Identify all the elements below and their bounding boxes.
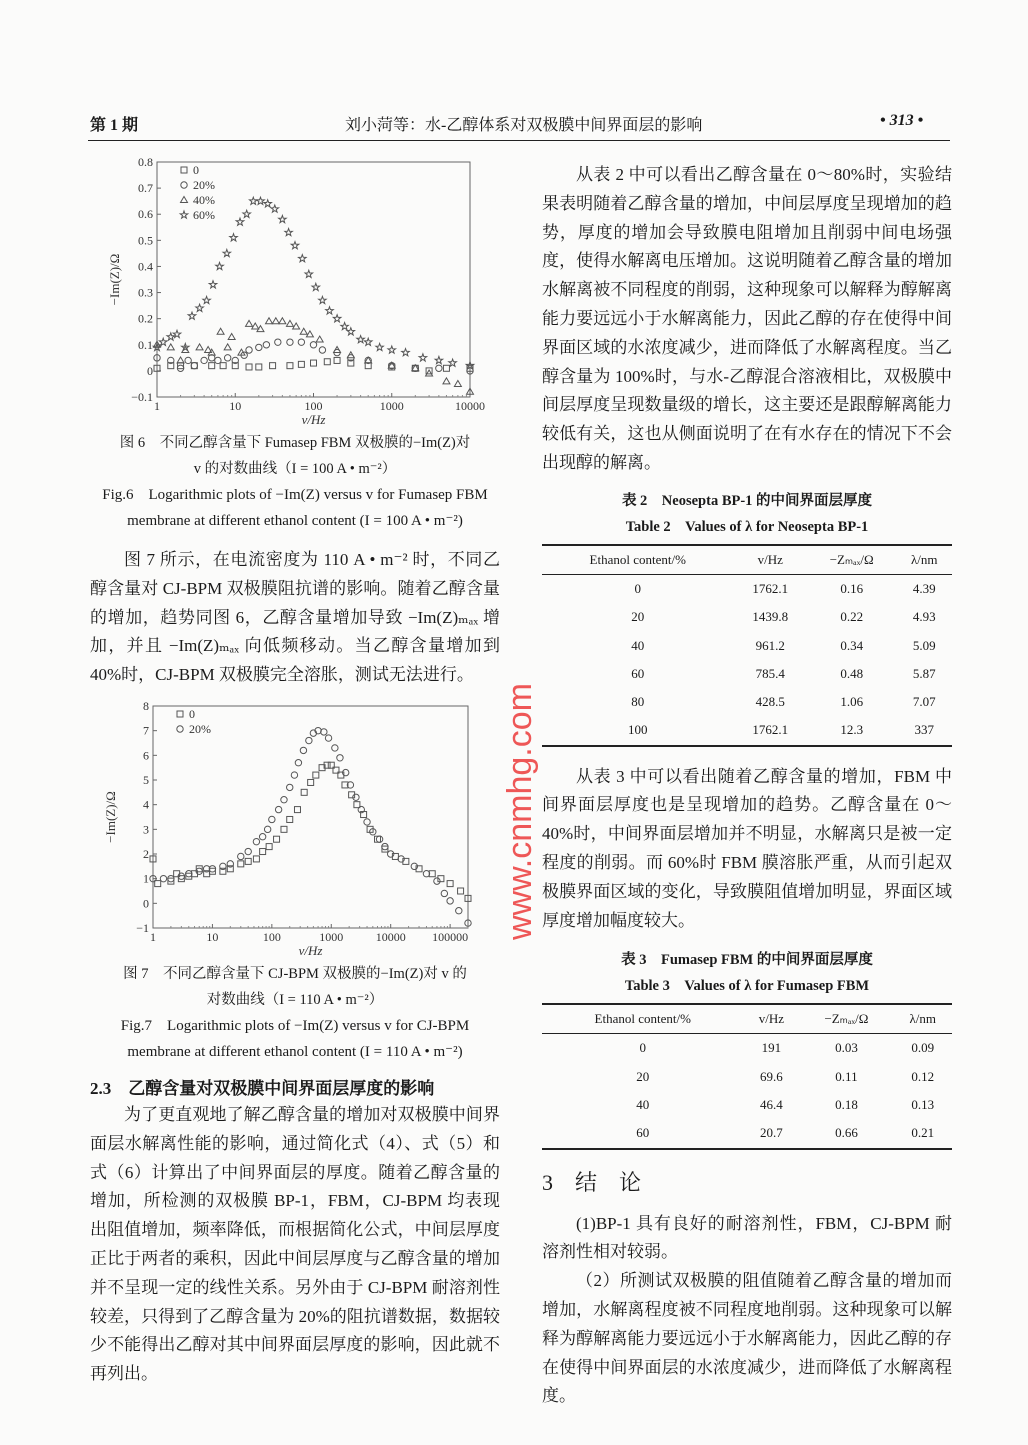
data-point-circle	[423, 871, 429, 877]
data-point-square	[281, 826, 287, 832]
table-cell: 428.5	[755, 694, 785, 710]
table-row	[542, 1091, 952, 1119]
data-point-square	[443, 365, 449, 371]
data-point-star	[167, 333, 175, 340]
table-row	[542, 688, 952, 716]
table-cell: 1439.8	[752, 609, 789, 625]
data-point-circle	[434, 878, 440, 884]
x-axis-label: v/Hz	[301, 412, 326, 427]
left-column	[90, 150, 500, 1389]
caption-en-line: Fig.7 Logarithmic plots of −Im(Z) versus v for CJ-BPM	[120, 1017, 470, 1034]
data-point-circle	[224, 355, 230, 361]
table-cell: 1.06	[840, 694, 864, 710]
data-point-circle	[238, 853, 244, 859]
data-point-square	[287, 816, 293, 822]
data-point-circle	[436, 365, 442, 371]
data-point-star	[435, 356, 443, 363]
y-tick-label: 0.5	[138, 233, 153, 248]
data-point-triangle	[272, 318, 279, 324]
data-point-star	[209, 281, 217, 288]
data-point-star	[376, 343, 384, 350]
data-point-circle	[264, 826, 270, 832]
data-point-square	[270, 363, 276, 369]
data-point-circle	[325, 735, 331, 741]
table-cell: 46.4	[760, 1097, 783, 1113]
data-point-square	[301, 789, 307, 795]
y-tick-label: 4	[143, 797, 149, 812]
data-point-circle	[291, 772, 297, 778]
table-cell: 20.7	[744, 1119, 800, 1148]
data-point-circle	[295, 760, 301, 766]
data-point-star	[188, 312, 196, 319]
legend-marker	[181, 197, 188, 203]
data-point-star	[419, 354, 427, 361]
table-3-title-cn: 表 3 Fumasep FBM 的中间界面层厚度	[621, 952, 873, 969]
caption-cn-line: v 的对数曲线（I = 100 A • m⁻²）	[193, 461, 397, 477]
legend-label: 0	[193, 163, 199, 177]
data-point-square	[274, 836, 280, 842]
figure-6-chart	[100, 150, 500, 430]
table-cell: 4.39	[912, 580, 936, 596]
x-tick-label: 100	[304, 399, 323, 413]
data-point-square	[458, 888, 464, 894]
data-point-square	[324, 359, 330, 365]
column-header: −Zₘₐₓ/Ω	[799, 1004, 893, 1034]
data-point-square	[266, 844, 272, 850]
x-tick-label: 10000	[375, 929, 406, 944]
y-tick-label: 0.3	[138, 285, 153, 300]
data-point-star	[243, 210, 251, 217]
paragraph-text: 为了更直观地了解乙醇含量的增加对双极膜中间界面层水解离性能的影响，通过简化式（4）、式（5）和式（6）计算出了中间界面层的厚度。随着乙醇含量的增加，所检测的双极膜 BP-1，FBM，CJ-BPM 均表现出阻值增加，频率降低，而根据简化公式，中间层厚度正比于两者的乘积，因此中间层厚度与乙醇含量的增加并不呈现一定的线性关系。另外由于 CJ-BPM 耐溶剂性较差，只得到了乙醇含量为 20%的阻抗谱数据，数据较少不能得出乙醇对其中间界面层厚度的影响，因此就不再列出。	[90, 1104, 500, 1384]
data-point-star	[285, 229, 293, 236]
data-point-star	[279, 215, 287, 222]
table-row	[542, 631, 952, 659]
data-point-square	[447, 881, 453, 887]
paragraph-text: 从表 2 中可以看出乙醇含量在 0～80%时，实验结果表明随着乙醇含量的增加，中间层厚度呈现增加的趋势，厚度的增加会导致膜电阻增加且削弱中间电场强度，使得水解离电压增加。这说明随着乙醇含量的增加水解离被不同程度的削弱，这种现象可以解释为醇解离能力要远远小于水解离能力，因此乙醇的存在使得中间界面区域的水浓度减少，进而降低了水解离程度。当乙醇含量为 100%时，与水-乙醇混合溶液相比，双极膜中间层厚度呈现数量级的增长，这主要还是跟醇解离能力较低有关，这也从侧面说明了在有水存在的情况下不会出现醇的解离。	[542, 165, 952, 472]
table-row	[542, 603, 952, 631]
table-cell: 0.03	[835, 1040, 858, 1056]
data-point-star	[271, 205, 279, 212]
caption-en-line: Fig.6 Logarithmic plots of −Im(Z) versus v for Fumasep FBM	[102, 487, 488, 503]
data-point-square	[311, 360, 317, 366]
x-tick-label: 10	[206, 929, 219, 944]
table-cell: 0.21	[894, 1119, 952, 1148]
data-point-circle	[447, 898, 453, 904]
table-cell: 40	[636, 1097, 650, 1113]
data-point-triangle	[224, 344, 231, 350]
data-point-star	[216, 262, 224, 269]
data-point-star	[236, 218, 244, 225]
table-row	[542, 574, 952, 603]
data-point-triangle	[286, 320, 293, 326]
table-cell: 40	[631, 637, 645, 653]
data-point-circle	[332, 745, 338, 751]
table-cell: 5.09	[912, 637, 936, 653]
table-cell: 0.66	[799, 1119, 893, 1148]
data-point-triangle	[426, 370, 433, 376]
data-point-star	[357, 336, 365, 343]
data-point-star	[326, 307, 334, 314]
data-point-circle	[382, 843, 388, 849]
data-point-circle	[298, 339, 304, 345]
x-tick-label: 10000	[455, 399, 485, 413]
data-point-triangle	[167, 344, 174, 350]
y-tick-label: 0.2	[138, 311, 153, 326]
data-point-circle	[246, 347, 252, 353]
table-cell: 0.16	[840, 580, 864, 596]
table-row	[542, 1063, 952, 1091]
x-tick-label: 1000	[319, 929, 344, 944]
data-point-circle	[168, 875, 174, 881]
data-point-circle	[263, 342, 269, 348]
table-cell: 100	[542, 716, 733, 745]
section-heading-conclusion: 3 结 论	[542, 1169, 642, 1195]
data-point-circle	[306, 737, 312, 743]
table-cell: 0	[634, 580, 641, 596]
data-point-circle	[178, 873, 184, 879]
data-point-square	[246, 364, 252, 370]
table-cell: 60	[542, 1119, 744, 1148]
legend-label: 60%	[193, 208, 215, 222]
y-tick-label: 0.8	[138, 155, 153, 169]
data-point-triangle	[443, 378, 450, 384]
table-cell: 7.07	[912, 694, 936, 710]
data-point-square	[260, 849, 266, 855]
table-cell: 0.18	[835, 1097, 858, 1113]
table-cell: 4.93	[912, 609, 936, 625]
data-point-triangle	[316, 336, 323, 342]
table-row	[542, 1034, 952, 1063]
figure-7-caption	[85, 961, 505, 1065]
data-point-square	[155, 881, 161, 887]
table-cell: 1762.1	[733, 716, 806, 745]
table-cell: 60	[631, 665, 645, 681]
y-axis-label: −Im(Z)/Ω	[107, 253, 122, 306]
table-cell: 0.09	[911, 1040, 935, 1056]
table-cell: 785.4	[755, 665, 785, 681]
y-tick-label: 2	[143, 846, 149, 861]
table-cell: 80	[631, 694, 645, 710]
data-point-circle	[398, 856, 404, 862]
y-tick-label: 0.4	[138, 259, 153, 274]
data-point-circle	[300, 747, 306, 753]
table-cell: 337	[896, 716, 952, 745]
table-cell: 0.34	[840, 637, 864, 653]
data-point-circle	[215, 357, 221, 363]
paragraph-text: 从表 3 中可以看出随着乙醇含量的增加，FBM 中间界面层厚度也是呈现增加的趋势。乙醇含量在 0～40%时，中间界面层增加并不明显，水解离只是被一定程度的削弱。而 60%时 FBM 膜溶胀严重，从而引起双极膜界面区域的变化，导致膜阻值增加明显，界面区域厚度增加幅度较大。	[542, 766, 952, 930]
y-tick-label: 5	[143, 772, 149, 787]
y-tick-label: 0.7	[138, 181, 153, 196]
data-point-triangle	[246, 320, 253, 326]
data-point-circle	[456, 908, 462, 914]
data-point-star	[223, 249, 231, 256]
legend-marker	[181, 182, 187, 188]
data-point-circle	[185, 357, 191, 363]
data-point-circle	[275, 806, 281, 812]
paragraph-section-2-3	[90, 1101, 500, 1389]
data-point-triangle	[196, 344, 203, 350]
data-point-circle	[321, 729, 327, 735]
data-point-circle	[245, 848, 251, 854]
data-point-circle	[201, 357, 207, 363]
column-header: Ethanol content/%	[542, 545, 733, 575]
table-row	[542, 1119, 952, 1148]
data-point-circle	[364, 819, 370, 825]
data-point-circle	[387, 851, 393, 857]
x-tick-label: 100	[262, 929, 281, 944]
y-tick-label: 7	[143, 723, 149, 738]
data-point-square	[245, 858, 251, 864]
data-point-star	[364, 338, 372, 345]
y-tick-label: 0.1	[138, 337, 153, 352]
data-point-triangle	[228, 333, 235, 339]
y-axis-label: −Im(Z)/Ω	[103, 791, 118, 843]
data-point-star	[250, 197, 258, 204]
table-row	[542, 716, 952, 745]
column-header: Ethanol content/%	[542, 1004, 744, 1034]
issue-number: 第 1 期	[90, 117, 139, 134]
data-point-circle	[259, 834, 265, 840]
data-point-star	[347, 328, 355, 335]
caption-en-line: membrane at different ethanol content (I = 100 A • m⁻²)	[127, 513, 463, 529]
legend-label: 0	[189, 706, 195, 721]
data-point-circle	[287, 784, 293, 790]
legend-marker	[180, 211, 188, 218]
column-header: v/Hz	[744, 1004, 800, 1034]
data-point-circle	[269, 816, 275, 822]
table-cell: 1762.1	[752, 580, 789, 596]
paragraph-text: 图 7 所示，在电流密度为 110 A • m⁻² 时，不同乙醇含量对 CJ-BPM 双极膜阻抗谱的影响。随着乙醇含量的增加，趋势同图 6，乙醇含量增加导致 −Im(Z)ₘₐₓ 增加，并且 −Im(Z)ₘₐₓ 向低频移动。当乙醇含量增加到 40%时，CJ-BPM 双极膜完全溶胀，测试无法进行。	[90, 550, 500, 685]
data-point-circle	[441, 890, 447, 896]
legend-label: 40%	[193, 193, 215, 207]
paragraph-table2-discussion	[542, 161, 952, 478]
data-point-circle	[281, 797, 287, 803]
data-point-star	[305, 270, 313, 277]
data-point-star	[264, 200, 272, 207]
table-cell: 20	[636, 1068, 650, 1084]
data-point-star	[196, 304, 204, 311]
data-point-circle	[191, 362, 197, 368]
data-point-circle	[186, 871, 192, 877]
legend-label: 20%	[193, 178, 215, 192]
table-2-title-cn: 表 2 Neosepta BP-1 的中间界面层厚度	[621, 492, 873, 509]
table-row	[542, 660, 952, 688]
table-cell: 0.11	[835, 1068, 858, 1084]
legend-marker	[177, 711, 183, 717]
x-axis-label: v/Hz	[298, 942, 323, 958]
caption-cn-line: 对数曲线（I = 110 A • m⁻²）	[206, 991, 384, 1008]
x-tick-label: 1	[150, 929, 156, 944]
data-point-circle	[287, 339, 293, 345]
data-point-triangle	[279, 318, 286, 324]
data-point-star	[257, 197, 265, 204]
data-point-circle	[160, 875, 166, 881]
header-rule	[88, 140, 950, 141]
data-point-square	[209, 363, 215, 369]
table-cell: 20	[631, 609, 645, 625]
data-point-square	[313, 772, 319, 778]
y-tick-label: 0.6	[138, 207, 153, 222]
caption-cn-line: 图 7 不同乙醇含量下 CJ-BPM 双极膜的−Im(Z)对 v 的	[123, 965, 467, 982]
data-point-star	[333, 315, 341, 322]
data-point-circle	[253, 838, 259, 844]
data-point-star	[341, 323, 349, 330]
data-point-star	[230, 234, 238, 241]
data-point-star	[402, 349, 410, 356]
column-header: λ/nm	[894, 1004, 952, 1034]
data-point-triangle	[266, 318, 273, 324]
data-point-circle	[376, 836, 382, 842]
table-cell: 0.48	[840, 665, 864, 681]
y-tick-label: 0	[147, 363, 153, 378]
x-tick-label: 1000	[379, 399, 404, 413]
paragraph-table3-discussion	[542, 763, 952, 936]
column-header: λ/nm	[896, 545, 952, 575]
conclusion-item: (1)BP-1 具有良好的耐溶剂性，FBM，CJ-BPM 耐溶剂性相对较弱。	[542, 1213, 952, 1262]
data-point-triangle	[300, 328, 307, 334]
data-point-circle	[319, 347, 325, 353]
data-point-square	[256, 364, 262, 370]
column-header: v/Hz	[733, 545, 806, 575]
table-cell: 0.12	[911, 1068, 935, 1084]
x-tick-label: 1	[154, 399, 160, 413]
paragraph-fig7-description	[90, 546, 500, 690]
table-cell: 961.2	[755, 637, 785, 653]
y-tick-label: 6	[143, 748, 149, 763]
section-heading-2-3: 2.3 乙醇含量对双极膜中间界面层厚度的影响	[90, 1078, 435, 1098]
data-point-square	[334, 357, 340, 363]
y-tick-label: 8	[143, 698, 149, 713]
y-tick-label: −0.1	[131, 390, 153, 404]
data-point-circle	[337, 755, 343, 761]
caption-cn-line: 图 6 不同乙醇含量下 Fumasep FBM 双极膜的−Im(Z)对	[119, 435, 471, 451]
table-cell: 5.87	[912, 665, 936, 681]
page-number: • 313 •	[880, 112, 924, 129]
data-point-star	[299, 255, 307, 262]
data-point-circle	[411, 863, 417, 869]
caption-en-line: membrane at different ethanol content (I = 110 A • m⁻²)	[127, 1043, 463, 1060]
data-point-square	[294, 807, 300, 813]
data-point-star	[312, 283, 320, 290]
table-cell: 12.3	[807, 716, 896, 745]
data-point-star	[291, 242, 299, 249]
table-cell: 0.13	[911, 1097, 935, 1113]
legend-marker	[177, 726, 183, 732]
table-3	[542, 1003, 952, 1149]
table-3-title-en: Table 3 Values of λ for Fumasep FBM	[624, 978, 870, 995]
table-cell: 0.22	[840, 609, 864, 625]
data-point-star	[203, 296, 211, 303]
data-point-triangle	[217, 328, 224, 334]
data-point-square	[298, 361, 304, 367]
data-point-triangle	[177, 357, 184, 363]
column-header: −Zₘₐₓ/Ω	[807, 545, 896, 575]
data-point-square	[220, 363, 226, 369]
figure-6-caption	[85, 430, 505, 534]
data-point-circle	[256, 344, 262, 350]
table-cell: 69.6	[760, 1068, 783, 1084]
y-tick-label: 1	[143, 871, 149, 886]
table-cell: 0	[639, 1040, 646, 1056]
y-tick-label: −1	[136, 920, 149, 935]
y-tick-label: 0	[143, 896, 149, 911]
data-point-circle	[275, 339, 281, 345]
data-point-triangle	[454, 380, 461, 386]
y-tick-label: 3	[143, 822, 149, 837]
legend-label: 20%	[189, 721, 211, 736]
data-point-square	[238, 861, 244, 867]
running-title: 刘小菏等：水-乙醇体系对双极膜中间界面层的影响	[345, 117, 703, 134]
table-2	[542, 544, 952, 747]
right-column	[542, 161, 952, 1411]
data-point-square	[287, 363, 293, 369]
table-cell: 191	[761, 1040, 782, 1056]
plot-frame	[153, 706, 468, 928]
conclusion-item: （2）所测试双极膜的阻值随着乙醇含量的增加而增加，水解离程度被不同程度地削弱。这种现象可以解释为醇解离能力要远远小于水解离能力，因此乙醇的存在使得中间界面层的水浓度减少，进而降低了水解离程度。	[542, 1271, 952, 1406]
legend-marker	[181, 167, 187, 173]
conclusion-list	[542, 1210, 952, 1412]
data-point-square	[308, 779, 314, 785]
x-tick-label: 10	[229, 399, 242, 413]
watermark: www.cnmhg.com	[501, 683, 539, 940]
x-tick-label: 100000	[432, 929, 469, 944]
data-point-circle	[353, 794, 359, 800]
data-point-square	[253, 856, 259, 862]
figure-7-chart	[100, 696, 500, 961]
data-point-star	[319, 296, 327, 303]
table-2-title-en: Table 2 Values of λ for Neosepta BP-1	[625, 518, 869, 535]
data-point-circle	[196, 868, 202, 874]
data-point-star	[388, 346, 396, 353]
